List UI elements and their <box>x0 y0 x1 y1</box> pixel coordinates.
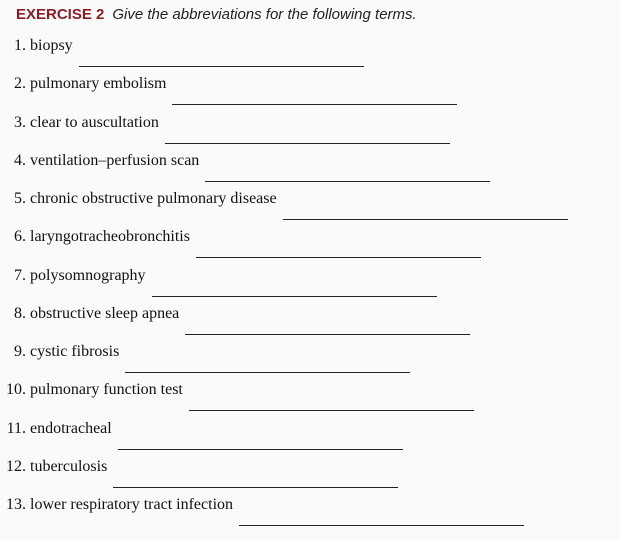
item-term: pulmonary function test <box>30 381 183 399</box>
item-term: lower respiratory tract infection <box>30 496 234 513</box>
answer-blank-line[interactable] <box>79 66 364 67</box>
answer-blank-line[interactable] <box>165 143 450 144</box>
exercise-item <box>0 109 620 147</box>
item-number: 11. <box>6 419 26 437</box>
exercise-item-row <box>0 36 364 67</box>
exercise-instruction: Give the abbreviations for the following terms. <box>112 6 417 23</box>
answer-blank-line[interactable] <box>113 487 398 488</box>
exercise-item <box>0 147 620 185</box>
exercise-item-row <box>0 380 474 411</box>
item-number: 4. <box>14 151 26 169</box>
item-number: 7. <box>14 266 26 284</box>
item-number: 5. <box>14 190 26 207</box>
item-number: 6. <box>14 228 26 246</box>
exercise-item-row <box>0 304 470 335</box>
answer-blank-line[interactable] <box>196 257 481 258</box>
exercise-item <box>0 32 620 70</box>
item-number: 2. <box>14 75 26 93</box>
exercise-header <box>16 6 417 24</box>
exercise-item <box>0 185 620 223</box>
item-term: polysomnography <box>30 266 146 284</box>
exercise-item <box>0 376 620 414</box>
item-term: biopsy <box>30 37 73 54</box>
item-term: pulmonary embolism <box>30 75 167 93</box>
answer-blank-line[interactable] <box>239 525 524 526</box>
item-term: tuberculosis <box>30 457 108 475</box>
item-term: ventilation–perfusion scan <box>30 151 200 169</box>
item-term: endotracheal <box>30 419 112 437</box>
exercise-item-row <box>0 227 481 258</box>
exercise-item <box>0 300 620 338</box>
exercise-item <box>0 338 620 376</box>
item-term: clear to auscultation <box>30 113 159 131</box>
item-term: laryngotracheobronchitis <box>30 228 190 246</box>
item-term: cystic fibrosis <box>30 343 120 360</box>
exercise-item-row <box>0 113 450 144</box>
item-number: 10. <box>6 381 26 399</box>
exercise-item <box>0 70 620 108</box>
exercise-item-row <box>0 342 410 373</box>
answer-blank-line[interactable] <box>283 219 568 220</box>
item-term: chronic obstructive pulmonary disease <box>30 190 277 207</box>
item-number: 9. <box>14 343 26 360</box>
item-term: obstructive sleep apnea <box>30 304 180 322</box>
exercise-item-list <box>0 32 620 529</box>
exercise-item-row <box>0 151 490 182</box>
exercise-item-row <box>0 419 403 450</box>
answer-blank-line[interactable] <box>118 449 403 450</box>
item-number: 3. <box>14 113 26 131</box>
exercise-label: EXERCISE 2 <box>16 6 105 23</box>
item-number: 8. <box>14 304 26 322</box>
exercise-item <box>0 453 620 491</box>
exercise-item-row <box>0 457 398 488</box>
exercise-item-row <box>0 74 457 105</box>
exercise-item <box>0 223 620 261</box>
item-number: 12. <box>6 457 26 475</box>
exercise-item <box>0 491 620 529</box>
answer-blank-line[interactable] <box>205 181 490 182</box>
item-number: 1. <box>14 37 26 54</box>
answer-blank-line[interactable] <box>172 104 457 105</box>
answer-blank-line[interactable] <box>185 334 470 335</box>
exercise-item <box>0 262 620 300</box>
answer-blank-line[interactable] <box>125 372 410 373</box>
answer-blank-line[interactable] <box>152 296 437 297</box>
exercise-item-row <box>0 189 568 220</box>
answer-blank-line[interactable] <box>189 410 474 411</box>
exercise-item-row <box>0 495 524 526</box>
item-number: 13. <box>6 496 26 513</box>
exercise-item <box>0 415 620 453</box>
exercise-item-row <box>0 266 437 297</box>
